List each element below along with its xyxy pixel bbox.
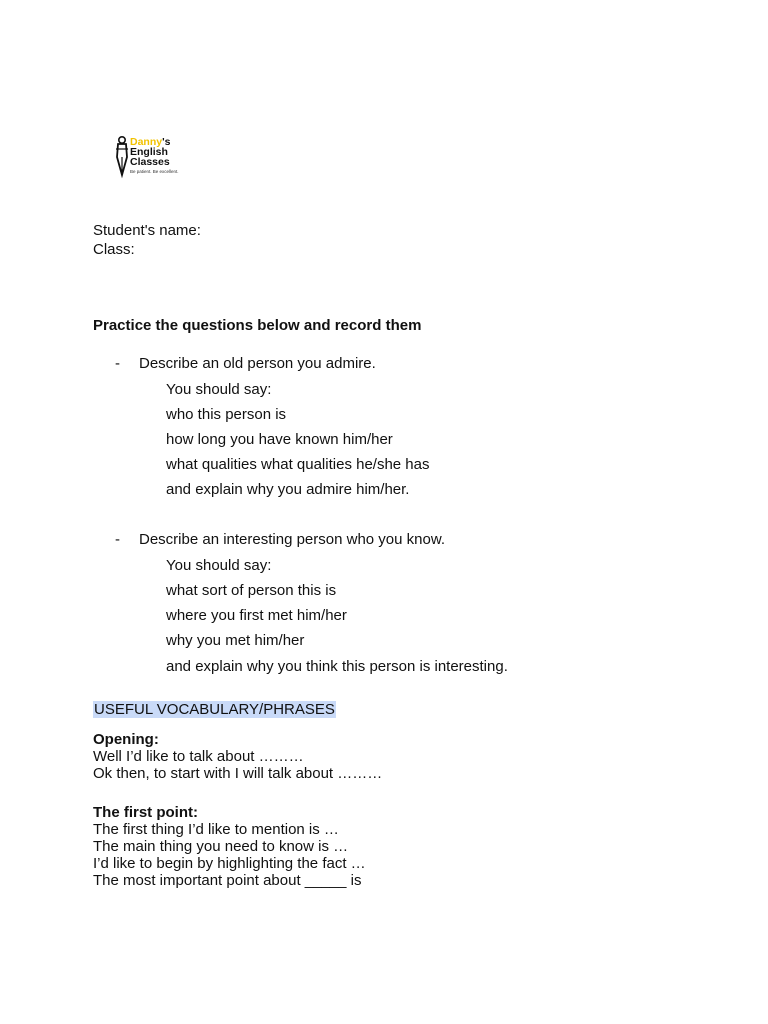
logo-wordmark: Danny's English Classes	[130, 136, 171, 168]
cue-line: and explain why you admire him/her.	[166, 481, 410, 498]
phrase-line: I’d like to begin by highlighting the fact …	[93, 855, 366, 872]
cue-line: what qualities what qualities he/she has	[166, 456, 430, 473]
student-name-label: Student's name:	[93, 222, 201, 239]
pen-nib-icon	[112, 135, 132, 181]
class-label: Class:	[93, 241, 135, 258]
phrase-line: The most important point about _____ is	[93, 872, 362, 889]
section-title: Opening:	[93, 731, 159, 748]
section-title: The first point:	[93, 804, 198, 821]
bullet-dash: -	[115, 531, 120, 548]
question-prompt: Describe an old person you admire.	[139, 355, 376, 372]
cue-line: and explain why you think this person is interesting.	[166, 658, 508, 675]
phrase-line: Ok then, to start with I will talk about ………	[93, 765, 383, 782]
phrase-line: Well I’d like to talk about ………	[93, 748, 304, 765]
phrase-line: The main thing you need to know is …	[93, 838, 349, 855]
cue-line: why you met him/her	[166, 632, 305, 649]
cue-line: You should say:	[166, 381, 272, 398]
logo	[112, 135, 196, 181]
phrase-line: The first thing I’d like to mention is …	[93, 821, 339, 838]
cue-line: where you first met him/her	[166, 607, 347, 624]
bullet-dash: -	[115, 355, 120, 372]
instructions-heading: Practice the questions below and record them	[93, 317, 422, 334]
cue-line: how long you have known him/her	[166, 431, 393, 448]
vocab-section-first-point	[93, 804, 366, 889]
question-prompt: Describe an interesting person who you know.	[139, 531, 446, 548]
cue-line: who this person is	[166, 406, 287, 423]
cue-line: what sort of person this is	[166, 582, 337, 599]
cue-line: You should say:	[166, 557, 272, 574]
logo-tagline: Be patient. Be excellent.	[130, 169, 179, 174]
vocab-section-opening	[93, 731, 382, 782]
vocab-heading: USEFUL VOCABULARY/PHRASES	[94, 701, 335, 718]
